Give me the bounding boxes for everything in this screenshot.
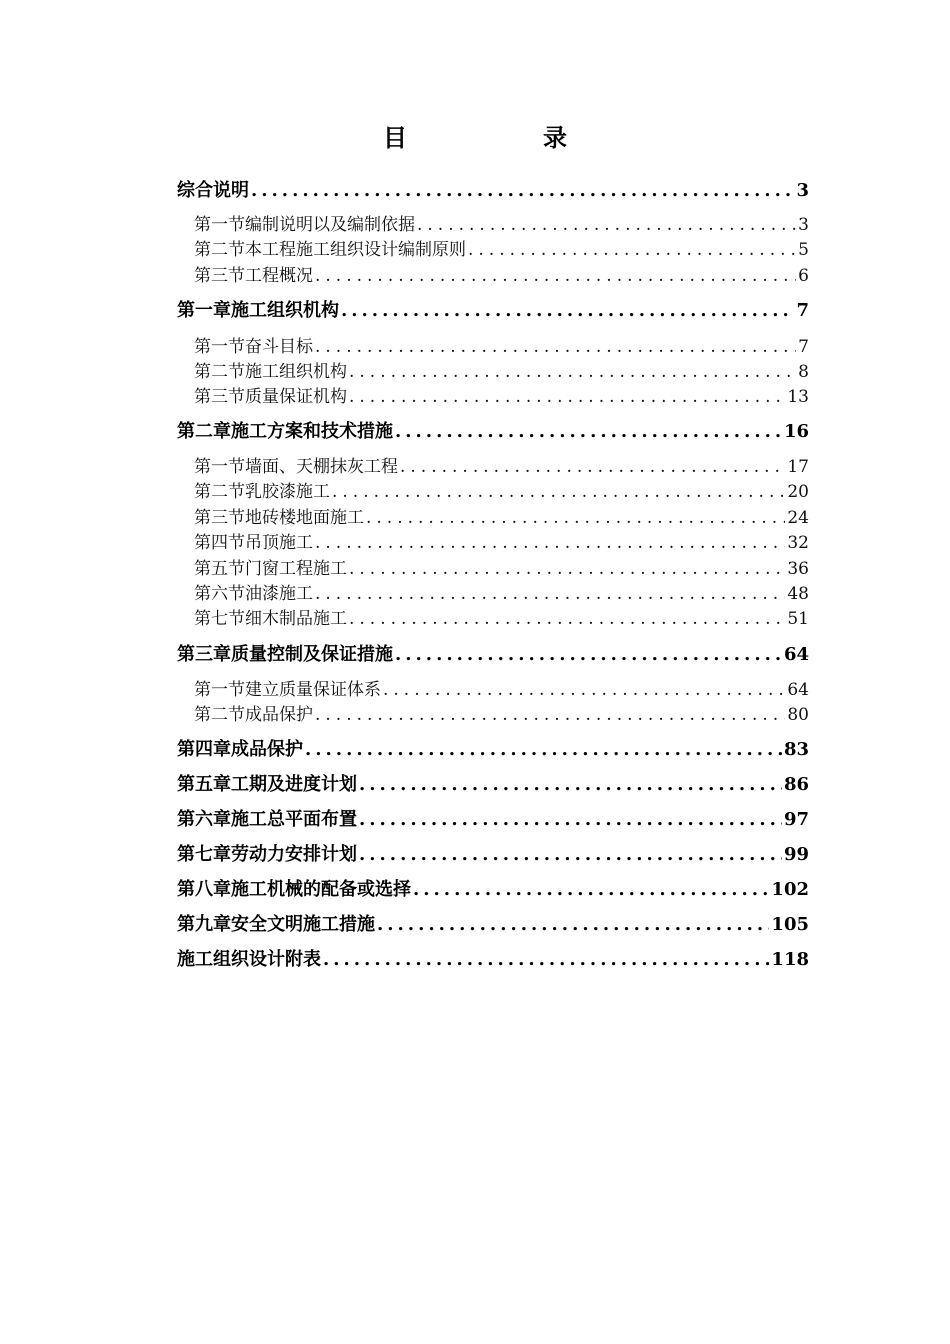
toc-entry-page-number: 24 bbox=[787, 508, 809, 528]
toc-entry-label: 本工程施工组织设计编制原则 bbox=[245, 240, 466, 260]
toc-chapter-entry[interactable] bbox=[177, 178, 809, 204]
toc-chapter-entry[interactable] bbox=[177, 298, 809, 324]
toc-entry-page-number: 64 bbox=[787, 680, 809, 700]
toc-entry-page-number: 36 bbox=[787, 559, 809, 579]
toc-entry-number: 第一节 bbox=[194, 337, 245, 357]
toc-leader-dots bbox=[366, 505, 785, 531]
toc-entry-page-number: 86 bbox=[783, 774, 809, 795]
toc-entry-label: 施工机械的配备或选择 bbox=[231, 879, 411, 900]
toc-entry-page-number: 3 bbox=[798, 215, 809, 235]
toc-entry-label: 施工组织机构 bbox=[245, 362, 347, 382]
toc-entry-number: 第八章 bbox=[177, 879, 231, 900]
toc-section-entry[interactable] bbox=[194, 334, 809, 360]
toc-entry-page-number: 80 bbox=[787, 705, 809, 725]
toc-leader-dots bbox=[323, 947, 769, 973]
toc-entry-label: 施工总平面布置 bbox=[231, 809, 357, 830]
toc-entry-number: 第四节 bbox=[194, 533, 245, 553]
toc-chapter-entry[interactable] bbox=[177, 947, 809, 973]
toc-entry-page-number: 48 bbox=[787, 584, 809, 604]
toc-entry-number: 第一节 bbox=[194, 457, 245, 477]
toc-entry-page-number: 6 bbox=[798, 266, 809, 286]
toc-entry-label: 安全文明施工措施 bbox=[231, 914, 375, 935]
toc-entry-label: 施工方案和技术措施 bbox=[231, 421, 393, 442]
toc-leader-dots bbox=[383, 677, 785, 703]
toc-section-entry[interactable] bbox=[194, 702, 809, 728]
toc-entry-label: 施工组织设计附表 bbox=[177, 949, 321, 970]
toc-entry-page-number: 97 bbox=[783, 809, 809, 830]
toc-entry-page-number: 8 bbox=[798, 362, 809, 382]
toc-entry-label: 成品保护 bbox=[231, 739, 303, 760]
toc-title: 目 录 bbox=[383, 123, 623, 152]
toc-entry-page-number: 13 bbox=[787, 387, 809, 407]
toc-leader-dots bbox=[395, 642, 782, 668]
toc-entry-number: 第二节 bbox=[194, 705, 245, 725]
toc-entry-number: 第六章 bbox=[177, 809, 231, 830]
toc-chapter-entry[interactable] bbox=[177, 912, 809, 938]
toc-entry-label: 成品保护 bbox=[245, 705, 313, 725]
toc-leader-dots bbox=[315, 334, 796, 360]
toc-entry-number: 第二节 bbox=[194, 362, 245, 382]
toc-entry-label: 门窗工程施工 bbox=[245, 559, 347, 579]
toc-entry-page-number: 102 bbox=[771, 879, 809, 900]
toc-section-entry[interactable] bbox=[194, 556, 809, 582]
toc-leader-dots bbox=[251, 178, 794, 204]
toc-entry-number: 第二节 bbox=[194, 240, 245, 260]
toc-section-entry[interactable] bbox=[194, 505, 809, 531]
toc-leader-dots bbox=[315, 581, 785, 607]
toc-section-entry[interactable] bbox=[194, 677, 809, 703]
toc-entry-page-number: 32 bbox=[787, 533, 809, 553]
toc-leader-dots bbox=[377, 912, 769, 938]
toc-leader-dots bbox=[417, 212, 796, 238]
toc-leader-dots bbox=[400, 454, 785, 480]
toc-section-entry[interactable] bbox=[194, 237, 809, 263]
toc-chapter-entry[interactable] bbox=[177, 419, 809, 445]
toc-entry-label: 质量保证机构 bbox=[245, 387, 347, 407]
toc-entry-label: 吊顶施工 bbox=[245, 533, 313, 553]
toc-entry-page-number: 83 bbox=[783, 739, 809, 760]
toc-entry-page-number: 51 bbox=[787, 609, 809, 629]
toc-leader-dots bbox=[305, 737, 782, 763]
toc-entry-label: 编制说明以及编制依据 bbox=[245, 215, 415, 235]
toc-section-entry[interactable] bbox=[194, 263, 809, 289]
toc-chapter-entry[interactable] bbox=[177, 807, 809, 833]
toc-entry-page-number: 64 bbox=[783, 644, 809, 665]
toc-leader-dots bbox=[359, 842, 782, 868]
toc-chapter-entry[interactable] bbox=[177, 877, 809, 903]
toc-leader-dots bbox=[315, 530, 785, 556]
toc-entry-label: 细木制品施工 bbox=[245, 609, 347, 629]
toc-entry-number: 第九章 bbox=[177, 914, 231, 935]
toc-entry-page-number: 7 bbox=[796, 300, 809, 321]
toc-chapter-entry[interactable] bbox=[177, 642, 809, 668]
toc-entry-label: 地砖楼地面施工 bbox=[245, 508, 364, 528]
toc-leader-dots bbox=[359, 807, 782, 833]
toc-entry-label: 油漆施工 bbox=[245, 584, 313, 604]
toc-leader-dots bbox=[349, 359, 796, 385]
toc-entry-label: 综合说明 bbox=[177, 180, 249, 201]
toc-entry-page-number: 5 bbox=[798, 240, 809, 260]
toc-section-entry[interactable] bbox=[194, 606, 809, 632]
toc-section-entry[interactable] bbox=[194, 581, 809, 607]
toc-entry-number: 第三节 bbox=[194, 387, 245, 407]
toc-entry-number: 第一节 bbox=[194, 680, 245, 700]
toc-entry-label: 乳胶漆施工 bbox=[245, 482, 330, 502]
toc-entry-label: 建立质量保证体系 bbox=[245, 680, 381, 700]
toc-entry-page-number: 16 bbox=[783, 421, 809, 442]
toc-entry-page-number: 99 bbox=[783, 844, 809, 865]
toc-entry-page-number: 7 bbox=[798, 337, 809, 357]
toc-section-entry[interactable] bbox=[194, 384, 809, 410]
toc-leader-dots bbox=[395, 419, 782, 445]
toc-entry-page-number: 20 bbox=[787, 482, 809, 502]
toc-entry-number: 第五章 bbox=[177, 774, 231, 795]
toc-entry-number: 第七节 bbox=[194, 609, 245, 629]
toc-entry-label: 质量控制及保证措施 bbox=[231, 644, 393, 665]
toc-entry-label: 施工组织机构 bbox=[231, 300, 339, 321]
toc-entry-page-number: 105 bbox=[771, 914, 809, 935]
toc-chapter-entry[interactable] bbox=[177, 772, 809, 798]
toc-leader-dots bbox=[359, 772, 782, 798]
toc-leader-dots bbox=[341, 298, 794, 324]
toc-entry-number: 第四章 bbox=[177, 739, 231, 760]
toc-section-entry[interactable] bbox=[194, 530, 809, 556]
toc-entry-page-number: 3 bbox=[796, 180, 809, 201]
toc-leader-dots bbox=[349, 384, 785, 410]
toc-entry-number: 第五节 bbox=[194, 559, 245, 579]
toc-section-entry[interactable] bbox=[194, 454, 809, 480]
toc-entry-page-number: 17 bbox=[787, 457, 809, 477]
toc-entry-number: 第二节 bbox=[194, 482, 245, 502]
toc-leader-dots bbox=[349, 606, 785, 632]
toc-entry-label: 工程概况 bbox=[245, 266, 313, 286]
toc-entry-number: 第一章 bbox=[177, 300, 231, 321]
toc-entry-number: 第七章 bbox=[177, 844, 231, 865]
toc-entry-number: 第三章 bbox=[177, 644, 231, 665]
toc-leader-dots bbox=[315, 702, 785, 728]
toc-chapter-entry[interactable] bbox=[177, 737, 809, 763]
toc-entry-number: 第三节 bbox=[194, 508, 245, 528]
toc-section-entry[interactable] bbox=[194, 359, 809, 385]
toc-entry-number: 第一节 bbox=[194, 215, 245, 235]
toc-entry-label: 奋斗目标 bbox=[245, 337, 313, 357]
toc-leader-dots bbox=[332, 479, 785, 505]
toc-entry-number: 第二章 bbox=[177, 421, 231, 442]
toc-leader-dots bbox=[413, 877, 769, 903]
toc-entry-page-number: 118 bbox=[771, 949, 809, 970]
toc-entry-label: 墙面、天棚抹灰工程 bbox=[245, 457, 398, 477]
toc-leader-dots bbox=[468, 237, 796, 263]
toc-entry-label: 劳动力安排计划 bbox=[231, 844, 357, 865]
toc-entry-number: 第六节 bbox=[194, 584, 245, 604]
toc-leader-dots bbox=[315, 263, 796, 289]
toc-leader-dots bbox=[349, 556, 785, 582]
toc-section-entry[interactable] bbox=[194, 212, 809, 238]
toc-section-entry[interactable] bbox=[194, 479, 809, 505]
toc-chapter-entry[interactable] bbox=[177, 842, 809, 868]
toc-entry-label: 工期及进度计划 bbox=[231, 774, 357, 795]
toc-entry-number: 第三节 bbox=[194, 266, 245, 286]
